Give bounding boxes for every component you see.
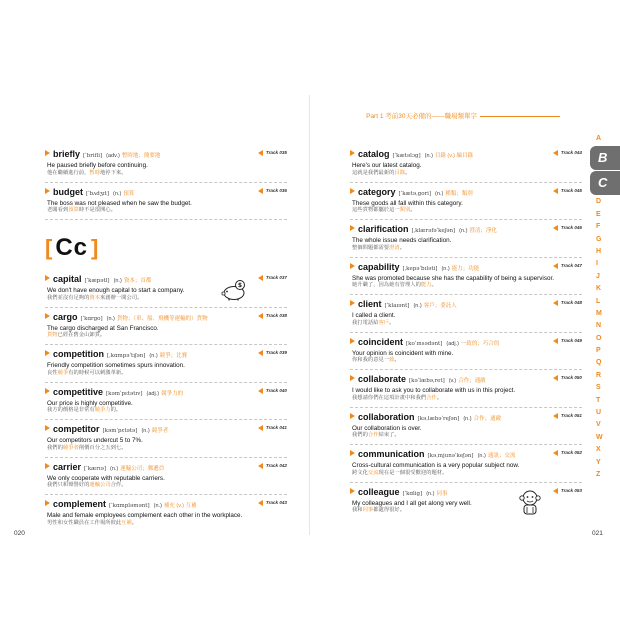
entry-budget xyxy=(45,183,287,221)
translation-highlight: 合作 xyxy=(426,394,437,401)
chinese-meaning: 合作；通敵 xyxy=(458,378,486,384)
entry-header xyxy=(45,274,287,285)
track-label: Track 036 xyxy=(258,188,287,194)
entry-cargo xyxy=(45,308,287,346)
headword: competitor xyxy=(53,424,100,434)
entry-coincident xyxy=(350,333,582,371)
entry-header xyxy=(45,149,287,160)
headword: competitive xyxy=(53,386,104,397)
alphabet-tab-t[interactable]: T xyxy=(596,396,601,404)
entry-communication xyxy=(350,445,582,483)
track-label: Track 039 xyxy=(258,350,287,356)
piggy-bank-icon xyxy=(221,279,247,301)
entry-header xyxy=(350,224,582,235)
example-translation: 良性競爭有的時候可以刺激革新。 xyxy=(47,369,127,376)
pronunciation: [ˈkɑrgo] xyxy=(80,315,103,322)
chinese-meaning: 同事 xyxy=(436,490,448,497)
example-translation: 我打電話給客戶。 xyxy=(352,319,395,326)
alphabet-tab-u[interactable]: U xyxy=(596,409,602,417)
pronunciation: [ˌkepəˈbɪləti] xyxy=(402,265,438,272)
entry-client xyxy=(350,295,582,333)
pronunciation: [ˈklaɪənt] xyxy=(384,303,410,309)
entry-header xyxy=(350,262,582,273)
bullet-triangle-icon xyxy=(350,188,355,194)
example-translation: 貨物已經在舊金山卸貨。 xyxy=(47,332,106,338)
chinese-meaning: 種類；類別 xyxy=(445,190,473,197)
pronunciation: [koˈɪnsədənt] xyxy=(406,340,443,347)
track-label: Track 045 xyxy=(553,188,582,194)
part-title: Part 1 考前30天必備的——職場類單字 xyxy=(366,111,560,120)
pronunciation: [ˌklærəfəˈkeʃən] xyxy=(411,228,456,234)
page-number: 021 xyxy=(592,530,603,537)
bullet-triangle-icon xyxy=(350,413,355,419)
page-number: 020 xyxy=(14,530,25,537)
bullet-triangle-icon xyxy=(45,425,50,431)
pronunciation: [ˈkætəˌgori] xyxy=(398,190,432,197)
monkey-icon xyxy=(518,489,542,515)
alphabet-tab-o[interactable]: O xyxy=(596,334,602,342)
bullet-triangle-icon xyxy=(350,225,355,231)
alphabet-tab-s[interactable]: S xyxy=(596,384,601,392)
example-sentence: Here's our latest catalog. xyxy=(352,162,422,169)
bullet-triangle-icon xyxy=(350,300,355,306)
entry-capability xyxy=(350,258,582,296)
entry-header xyxy=(350,187,582,198)
speaker-icon xyxy=(553,375,558,381)
letter-heading: [ Cc ] xyxy=(45,234,99,261)
track-label: Track 047 xyxy=(553,263,582,269)
part-of-speech: (n.) xyxy=(463,415,472,422)
bullet-triangle-icon xyxy=(45,150,50,156)
example-sentence: Friendly competition sometimes spurs innovation. xyxy=(47,362,185,369)
entry-complement xyxy=(45,495,287,532)
translation-highlight: 運輸公司 xyxy=(89,482,111,488)
pronunciation: [kəˌlæbəˈreʃən] xyxy=(417,415,460,422)
example-translation: 我想請你們在這項計畫中和我們合作。 xyxy=(352,394,443,401)
part-of-speech: (n.) xyxy=(426,490,435,497)
headword: complement xyxy=(53,499,107,509)
entry-collaborate xyxy=(350,370,582,408)
right-page xyxy=(310,0,620,620)
part-of-speech: (adj.) xyxy=(446,340,459,347)
part-of-speech: (n.) xyxy=(153,503,162,509)
chinese-meaning: 目錄 (v.) 編目錄 xyxy=(434,153,473,159)
chinese-meaning: 預算 xyxy=(123,190,135,197)
entry-category xyxy=(350,183,582,221)
track-label: Track 051 xyxy=(553,413,582,419)
example-sentence: Our collaboration is over. xyxy=(352,424,422,432)
alphabet-tab-v[interactable]: V xyxy=(596,421,601,429)
part-of-speech: (n.) xyxy=(477,453,486,459)
speaker-icon xyxy=(553,188,558,194)
translation-highlight: 同事 xyxy=(362,507,374,513)
speaker-icon xyxy=(258,463,263,469)
pronunciation: [ˈkærɪə] xyxy=(84,465,106,472)
entry-capital xyxy=(45,270,287,308)
pronunciation: [ˈkɑmpləmənt] xyxy=(109,503,150,509)
part-of-speech: (n.) xyxy=(413,303,422,309)
example-translation: 我們並沒有足夠的資本來創辦一間公司。 xyxy=(47,294,143,301)
chinese-meaning: 資本；首都 xyxy=(123,278,152,284)
translation-highlight: 合作 xyxy=(367,432,379,438)
track-label: Track 052 xyxy=(553,450,582,456)
bullet-triangle-icon xyxy=(350,450,355,456)
chinese-meaning: 貨物；（車、船、飛機等運輸的）貨物 xyxy=(116,315,208,322)
entry-catalog xyxy=(350,145,582,183)
track-label: Track 049 xyxy=(553,338,582,344)
alphabet-tab-b[interactable]: B xyxy=(590,146,620,170)
example-translation: 我方的價格是非常有競爭力的。 xyxy=(47,407,122,413)
headword: coincident xyxy=(358,336,404,347)
bullet-triangle-icon xyxy=(350,488,355,494)
speaker-icon xyxy=(553,225,558,231)
headword: client xyxy=(358,299,382,309)
part-of-speech: (n.) xyxy=(149,353,158,359)
entry-header xyxy=(350,412,582,423)
bullet-triangle-icon xyxy=(350,375,355,381)
alphabet-tab-f[interactable]: F xyxy=(596,223,601,231)
alphabet-tab-z[interactable]: Z xyxy=(596,470,601,478)
chinese-meaning: 競爭；比賽 xyxy=(159,353,188,359)
headword: communication xyxy=(358,449,425,459)
entry-header xyxy=(350,337,582,348)
translation-highlight: 預算 xyxy=(68,207,79,213)
example-sentence: Your opinion is coincident with mine. xyxy=(352,349,454,357)
headword: carrier xyxy=(53,461,82,472)
entry-header xyxy=(45,187,287,198)
example-translation: 這就是我們最新的目錄。 xyxy=(352,169,411,176)
pronunciation: [kəˌmjunəˈkeʃən] xyxy=(427,453,474,459)
chinese-meaning: 合作；通敵 xyxy=(473,415,502,422)
example-sentence: Our competitors undercut 5 to 7%. xyxy=(47,437,143,444)
track-label: Track 037 xyxy=(258,275,287,281)
bullet-triangle-icon xyxy=(45,463,50,469)
pronunciation: [kəmˈpɛtətɪv] xyxy=(106,390,143,397)
example-sentence: The cargo discharged at San Francisco. xyxy=(47,324,159,332)
pronunciation: [kəˈlæbəˌret] xyxy=(409,378,445,384)
entry-header xyxy=(350,299,582,310)
entry-competitive xyxy=(45,383,287,421)
bullet-triangle-icon xyxy=(45,313,50,319)
example-translation: 我和同事都處得很好。 xyxy=(352,507,406,513)
bullet-triangle-icon xyxy=(350,263,355,269)
example-sentence: The whole issue needs clarification. xyxy=(352,237,452,244)
part-of-speech: (v.) xyxy=(448,378,457,384)
headword: collaborate xyxy=(358,374,407,384)
alphabet-tab-d[interactable]: D xyxy=(596,198,602,206)
right-entries xyxy=(350,145,582,519)
pronunciation: [ˈkæpətl] xyxy=(84,278,110,284)
speaker-icon xyxy=(553,263,558,269)
alphabet-tab-m[interactable]: M xyxy=(596,309,602,317)
example-translation: 老闆看到預算時不是很開心。 xyxy=(47,207,116,213)
speaker-icon xyxy=(258,188,263,194)
part-of-speech: (n.) xyxy=(106,315,115,322)
pronunciation: [ˈkætəlɔg] xyxy=(392,153,421,159)
speaker-icon xyxy=(553,413,558,419)
entry-header xyxy=(350,449,582,460)
track-label: Track 044 xyxy=(553,150,582,156)
alphabet-tab-x[interactable]: X xyxy=(596,446,601,454)
alphabet-tab-w[interactable]: W xyxy=(596,433,603,441)
example-sentence: The boss was not pleased when he saw the budget. xyxy=(47,199,192,207)
translation-highlight: 澄清 xyxy=(389,244,400,251)
translation-highlight: 資本 xyxy=(89,294,100,301)
example-translation: 男性和女性職員在工作場所彼此互補。 xyxy=(47,519,138,526)
speaker-icon xyxy=(553,450,558,456)
bullet-triangle-icon xyxy=(350,338,355,344)
chinese-meaning: 競爭力的 xyxy=(161,390,184,397)
entry-header xyxy=(350,487,582,498)
track-label: Track 048 xyxy=(553,300,582,306)
track-label: Track 043 xyxy=(258,500,287,506)
chinese-meaning: 通訊；交流 xyxy=(487,453,516,459)
translation-highlight: 類別 xyxy=(399,207,411,213)
headword: briefly xyxy=(53,149,81,159)
entry-header xyxy=(45,424,287,435)
alphabet-tab-r[interactable]: R xyxy=(596,371,602,379)
speaker-icon xyxy=(258,350,263,356)
bullet-triangle-icon xyxy=(45,188,50,194)
example-sentence: Male and female employees complement each other in the workplace. xyxy=(47,512,243,519)
example-sentence: Cross-cultural communication is a very popular subject now. xyxy=(352,462,520,469)
translation-highlight: 客戶 xyxy=(378,319,390,326)
track-label: Track 042 xyxy=(258,463,287,469)
entry-header xyxy=(45,312,287,323)
translation-highlight: 競爭者 xyxy=(62,444,79,451)
entry-header xyxy=(45,462,287,473)
speaker-icon xyxy=(258,388,263,394)
track-label: Track 046 xyxy=(553,225,582,231)
track-label: Track 053 xyxy=(553,488,582,494)
speaker-icon xyxy=(553,300,558,306)
translation-highlight: 目錄 xyxy=(394,169,405,176)
track-label: Track 041 xyxy=(258,425,287,431)
pronunciation: [kəmˈpɛtətə] xyxy=(102,428,138,434)
chinese-meaning: 客戶；委託人 xyxy=(423,303,457,309)
example-sentence: Our price is highly competitive. xyxy=(47,399,133,407)
speaker-icon xyxy=(258,500,263,506)
alphabet-tab-k[interactable]: K xyxy=(596,285,602,293)
bullet-triangle-icon xyxy=(45,350,50,356)
alphabet-tab-c[interactable]: C xyxy=(590,171,620,195)
example-translation: 我們的合作結束了。 xyxy=(352,432,400,438)
alphabet-tab-e[interactable]: E xyxy=(596,210,601,218)
example-translation: 我們的競爭者削價百分之五到七。 xyxy=(47,444,127,451)
headword: catalog xyxy=(358,149,390,159)
speaker-icon xyxy=(553,338,558,344)
part-of-speech: (n.) xyxy=(141,428,150,434)
translation-highlight: 競爭 xyxy=(57,369,69,376)
letter-heading-text: Cc xyxy=(55,234,89,261)
part-of-speech: (n.) xyxy=(113,278,122,284)
chinese-meaning: 能力；功能 xyxy=(451,265,480,272)
example-translation: 整個問題都需要澄清。 xyxy=(352,244,406,251)
translation-highlight: 互補 xyxy=(121,519,132,526)
chinese-meaning: 澄清；淨化 xyxy=(469,228,497,234)
chinese-meaning: 暫時地；簡要地 xyxy=(121,153,161,159)
bullet-triangle-icon xyxy=(45,275,50,281)
headword: category xyxy=(358,186,396,197)
alphabet-tab-i[interactable]: I xyxy=(596,260,598,268)
headword: competition xyxy=(53,349,104,359)
alphabet-tab-j[interactable]: J xyxy=(596,272,600,280)
alphabet-tab-p[interactable]: P xyxy=(596,347,601,355)
part-of-speech: (n.) xyxy=(109,465,119,472)
bullet-triangle-icon xyxy=(45,388,50,394)
chinese-meaning: 運輸公司；郵遞員 xyxy=(120,465,165,472)
entry-collaboration xyxy=(350,408,582,446)
translation-highlight: 致 xyxy=(389,357,395,363)
example-sentence: She was promoted because she has the capability of being a supervisor. xyxy=(352,274,554,282)
speaker-icon xyxy=(258,313,263,319)
part-of-speech: (n.) xyxy=(424,153,433,159)
part-of-speech: (n.) xyxy=(435,190,444,197)
part-of-speech: (adj.) xyxy=(146,390,160,397)
example-translation: 他在繼續進行前，暫時地停下來。 xyxy=(47,169,127,176)
translation-highlight: 交流 xyxy=(367,469,379,476)
headword: clarification xyxy=(358,224,409,234)
alphabet-tab-a[interactable]: A xyxy=(596,135,602,142)
entry-header xyxy=(350,374,582,385)
example-sentence: He paused briefly before continuing. xyxy=(47,162,148,169)
speaker-icon xyxy=(553,150,558,156)
headword: capability xyxy=(358,261,400,272)
alphabet-tab-g[interactable]: G xyxy=(596,235,602,243)
entry-header xyxy=(45,349,287,360)
example-translation: 這些貨物都屬於這一類別。 xyxy=(352,207,416,213)
example-sentence: We only cooperate with reputable carriers. xyxy=(47,474,165,482)
pronunciation: [ˈkɑlig] xyxy=(402,490,423,497)
example-sentence: My colleagues and I all get along very well. xyxy=(352,499,472,507)
chinese-meaning: 補充 (v.) 互補 xyxy=(163,503,197,509)
speaker-icon xyxy=(258,150,263,156)
chinese-meaning: 競爭者 xyxy=(151,428,169,434)
part-of-speech: (n.) xyxy=(459,228,468,234)
speaker-icon xyxy=(553,488,558,494)
pronunciation: [ˈbʌdʒɪt] xyxy=(86,190,110,197)
entry-colleague xyxy=(350,483,582,520)
example-translation: 跨文化交流現在是一個很受歡迎的題材。 xyxy=(352,469,448,476)
pronunciation: [ˈbrifli] xyxy=(83,153,103,159)
headword: collaboration xyxy=(358,411,415,422)
left-entries xyxy=(45,145,287,532)
pronunciation: [ˌkɑmpəˈtɪʃən] xyxy=(107,353,146,359)
example-translation: 我們只和聲譽好的運輸公司合作。 xyxy=(47,482,127,488)
part-of-speech: (n.) xyxy=(113,190,122,197)
example-sentence: I would like to ask you to collaborate with us in this project. xyxy=(352,387,516,394)
entry-clarification xyxy=(350,220,582,258)
speaker-icon xyxy=(258,425,263,431)
translation-highlight: 貨物 xyxy=(47,332,58,338)
entry-competitor xyxy=(45,420,287,458)
part-of-speech: (adv.) xyxy=(106,153,120,159)
headword: cargo xyxy=(53,311,78,322)
alphabet-tab-n[interactable]: N xyxy=(596,322,602,330)
bullet-triangle-icon xyxy=(350,150,355,156)
track-label: Track 038 xyxy=(258,313,287,319)
translation-highlight: 競爭力 xyxy=(94,407,111,413)
part-of-speech: (n.) xyxy=(441,265,450,272)
translation-highlight: 暫時 xyxy=(89,169,100,176)
track-label: Track 050 xyxy=(553,375,582,381)
headword: capital xyxy=(53,274,82,284)
track-label: Track 040 xyxy=(258,388,287,394)
example-sentence: We don't have enough capital to start a company. xyxy=(47,287,185,294)
entry-competition xyxy=(45,345,287,383)
entry-header xyxy=(45,387,287,398)
bullet-triangle-icon xyxy=(45,500,50,506)
alphabet-tab-h[interactable]: H xyxy=(596,247,602,255)
example-translation: 你和我的意見一致。 xyxy=(352,357,400,363)
headword: colleague xyxy=(358,486,400,497)
alphabet-index xyxy=(590,133,620,481)
headword: budget xyxy=(53,186,83,197)
alphabet-tab-l[interactable]: L xyxy=(596,297,601,305)
track-label: Track 035 xyxy=(258,150,287,156)
entry-carrier xyxy=(45,458,287,496)
example-sentence: I called a client. xyxy=(352,312,396,319)
svg-text:$: $ xyxy=(237,282,243,290)
entry-briefly xyxy=(45,145,287,183)
entry-header xyxy=(45,499,287,510)
chinese-meaning: 一致的；巧合的 xyxy=(460,340,500,347)
speaker-icon xyxy=(258,275,263,281)
example-translation: 她升職了，因為她有管理人的能力。 xyxy=(352,282,437,288)
entry-header xyxy=(350,149,582,160)
alphabet-tab-y[interactable]: Y xyxy=(596,458,601,466)
alphabet-tab-q[interactable]: Q xyxy=(596,359,602,367)
example-sentence: These goods all fall within this category. xyxy=(352,199,463,207)
translation-highlight: 能力 xyxy=(420,282,432,288)
